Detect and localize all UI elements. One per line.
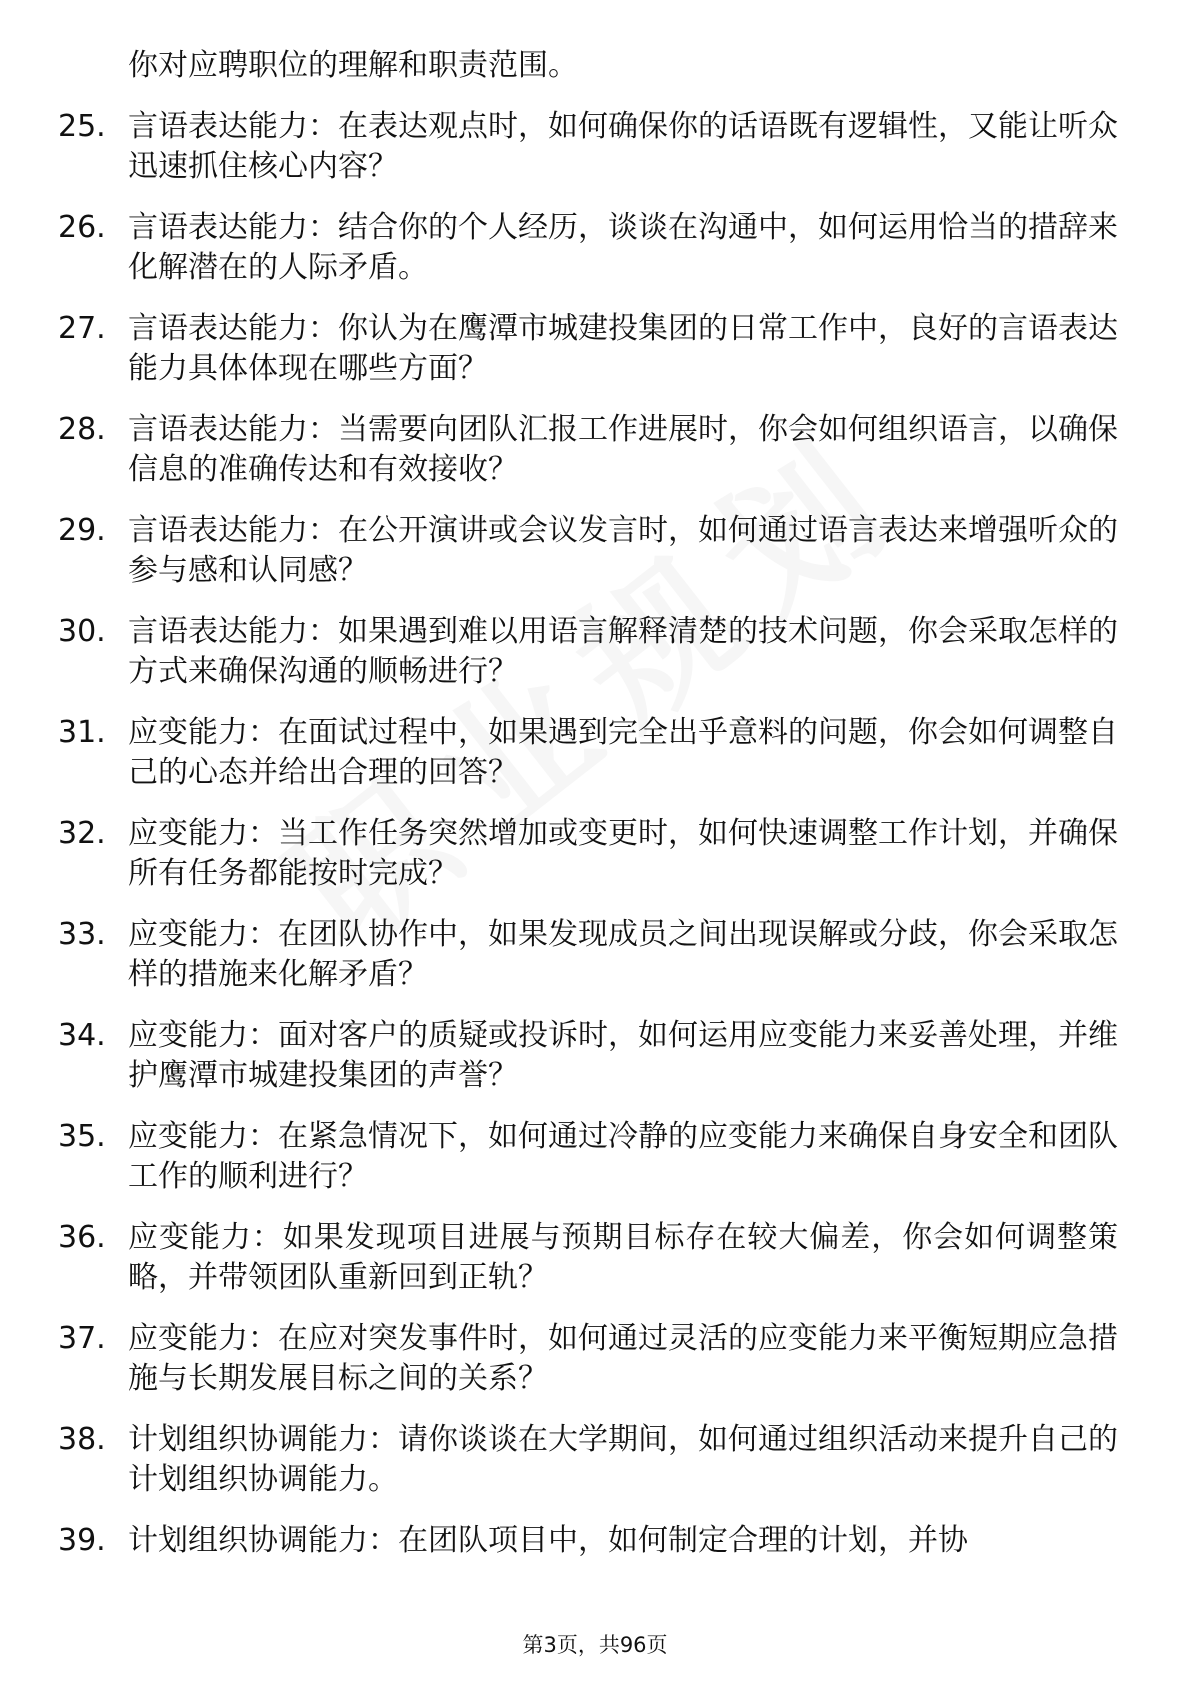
question-number: 37.: [58, 1321, 106, 1356]
question-number: 33.: [58, 917, 106, 952]
question-text: 言语表达能力：结合你的个人经历，谈谈在沟通中，如何运用恰当的措辞来化解潜在的人际矛盾。: [128, 210, 1118, 285]
question-number: 28.: [58, 412, 106, 447]
question-number: 27.: [58, 311, 106, 346]
question-text: 言语表达能力：如果遇到难以用语言解释清楚的技术问题，你会采取怎样的方式来确保沟通的顺畅进行？: [128, 614, 1118, 689]
question-item: [58, 511, 1118, 591]
question-text: 应变能力：当工作任务突然增加或变更时，如何快速调整工作计划，并确保所有任务都能按时完成？: [128, 816, 1118, 891]
question-item: [58, 1016, 1118, 1096]
question-text: 应变能力：面对客户的质疑或投诉时，如何运用应变能力来妥善处理，并维护鹰潭市城建投集团的声誉？: [128, 1018, 1118, 1093]
page-footer: 第3页，共96页: [522, 1633, 668, 1657]
question-number: 31.: [58, 715, 106, 750]
question-text: 应变能力：在团队协作中，如果发现成员之间出现误解或分歧，你会采取怎样的措施来化解矛盾？: [128, 917, 1118, 992]
question-text: 言语表达能力：你认为在鹰潭市城建投集团的日常工作中，良好的言语表达能力具体体现在哪些方面？: [128, 311, 1118, 386]
question-item: [58, 410, 1118, 490]
question-number: 26.: [58, 210, 106, 245]
question-text: 应变能力：在应对突发事件时，如何通过灵活的应变能力来平衡短期应急措施与长期发展目标之间的关系？: [128, 1321, 1118, 1396]
question-item: [58, 309, 1118, 389]
question-item: [58, 713, 1118, 793]
question-item: [58, 1319, 1118, 1399]
question-number: 36.: [58, 1220, 106, 1255]
question-text: 计划组织协调能力：在团队项目中，如何制定合理的计划，并协: [128, 1523, 968, 1558]
question-list: [58, 46, 1118, 1582]
question-text: 应变能力：在紧急情况下，如何通过冷静的应变能力来确保自身安全和团队工作的顺利进行？: [128, 1119, 1118, 1194]
question-item: [58, 915, 1118, 995]
question-number: 39.: [58, 1523, 106, 1558]
question-item: [58, 107, 1118, 187]
question-item: [58, 1521, 1118, 1561]
question-item: [58, 208, 1118, 288]
question-number: 32.: [58, 816, 106, 851]
question-number: 29.: [58, 513, 106, 548]
question-number: 30.: [58, 614, 106, 649]
question-text: 言语表达能力：在公开演讲或会议发言时，如何通过语言表达来增强听众的参与感和认同感？: [128, 513, 1118, 588]
question-text: 言语表达能力：在表达观点时，如何确保你的话语既有逻辑性，又能让听众迅速抓住核心内容？: [128, 109, 1118, 184]
question-number: 34.: [58, 1018, 106, 1053]
continued-text: 你对应聘职位的理解和职责范围。: [128, 48, 578, 83]
question-text: 计划组织协调能力：请你谈谈在大学期间，如何通过组织活动来提升自己的计划组织协调能力。: [128, 1422, 1118, 1497]
question-item: [58, 1117, 1118, 1197]
question-number: 25.: [58, 109, 106, 144]
question-item: [58, 1218, 1118, 1298]
question-text: 应变能力：如果发现项目进展与预期目标存在较大偏差，你会如何调整策略，并带领团队重新回到正轨？: [128, 1220, 1118, 1295]
question-number: 38.: [58, 1422, 106, 1457]
question-text: 言语表达能力：当需要向团队汇报工作进展时，你会如何组织语言，以确保信息的准确传达和有效接收？: [128, 412, 1118, 487]
question-item: [58, 1420, 1118, 1500]
question-text: 应变能力：在面试过程中，如果遇到完全出乎意料的问题，你会如何调整自己的心态并给出合理的回答？: [128, 715, 1118, 790]
question-item: [58, 612, 1118, 692]
question-item: [58, 814, 1118, 894]
question-number: 35.: [58, 1119, 106, 1154]
